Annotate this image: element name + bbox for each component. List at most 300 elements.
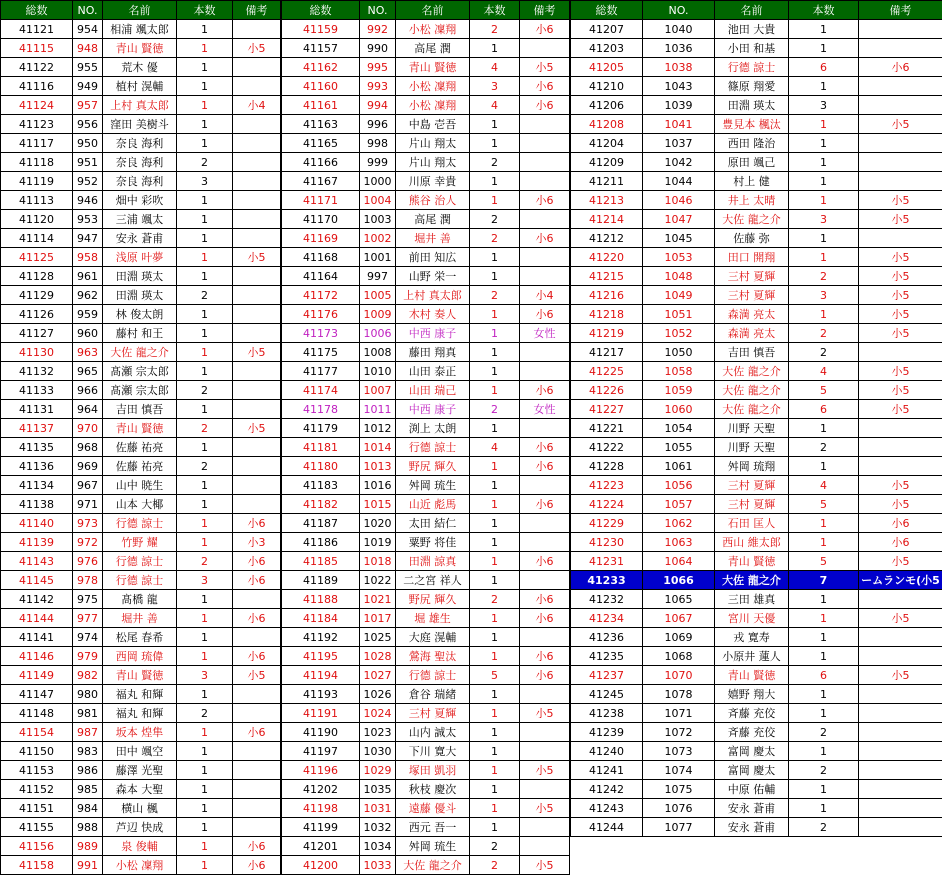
no-cell: 979	[73, 647, 103, 666]
no-cell: 973	[73, 514, 103, 533]
note-cell: 小5	[859, 115, 942, 134]
table-row	[1, 704, 281, 723]
count-cell: 1	[789, 533, 859, 552]
table-row	[282, 647, 570, 666]
table-row	[282, 96, 570, 115]
no-cell: 983	[73, 742, 103, 761]
table-row	[282, 229, 570, 248]
table-row	[282, 590, 570, 609]
note-cell	[233, 191, 281, 210]
table-row	[1, 381, 281, 400]
count-cell: 2	[177, 704, 233, 723]
name-cell: 大佐 龍之介	[715, 571, 789, 590]
name-cell: 西田 隆治	[715, 134, 789, 153]
no-cell: 1057	[643, 495, 715, 514]
total-cell: 41213	[571, 191, 643, 210]
no-cell: 966	[73, 381, 103, 400]
table-row	[282, 400, 570, 419]
no-cell: 1055	[643, 438, 715, 457]
note-cell	[233, 457, 281, 476]
name-cell: 村上 健	[715, 172, 789, 191]
name-cell: 窪田 美樹斗	[103, 115, 177, 134]
no-cell: 996	[360, 115, 396, 134]
count-cell: 1	[470, 134, 520, 153]
no-cell: 956	[73, 115, 103, 134]
table-row	[1, 58, 281, 77]
total-cell: 41187	[282, 514, 360, 533]
no-cell: 958	[73, 248, 103, 267]
count-cell: 2	[177, 457, 233, 476]
no-cell: 961	[73, 267, 103, 286]
note-cell: 小3	[233, 533, 281, 552]
no-cell: 957	[73, 96, 103, 115]
note-cell	[859, 20, 942, 39]
note-cell	[520, 267, 570, 286]
note-cell: 小6	[233, 647, 281, 666]
count-cell: 2	[789, 723, 859, 742]
total-cell: 41184	[282, 609, 360, 628]
table-row	[571, 818, 942, 837]
total-cell: 41229	[571, 514, 643, 533]
total-cell: 41203	[571, 39, 643, 58]
table-row	[1, 229, 281, 248]
total-cell: 41160	[282, 77, 360, 96]
name-cell: 石田 匡人	[715, 514, 789, 533]
total-cell: 41179	[282, 419, 360, 438]
no-cell: 1026	[360, 685, 396, 704]
total-cell: 41126	[1, 305, 73, 324]
note-cell: 小5	[233, 39, 281, 58]
total-cell: 41175	[282, 343, 360, 362]
table-row	[1, 96, 281, 115]
name-cell: 安永 蒼甫	[715, 818, 789, 837]
table-row	[571, 210, 942, 229]
total-cell: 41206	[571, 96, 643, 115]
total-cell: 41208	[571, 115, 643, 134]
total-cell: 41219	[571, 324, 643, 343]
total-cell: 41223	[571, 476, 643, 495]
total-cell: 41120	[1, 210, 73, 229]
count-cell: 1	[177, 438, 233, 457]
name-cell: 佐藤 弥	[715, 229, 789, 248]
count-cell: 1	[789, 305, 859, 324]
total-cell: 41243	[571, 799, 643, 818]
note-cell: 小6	[520, 666, 570, 685]
no-cell: 989	[73, 837, 103, 856]
name-cell: 山中 暁生	[103, 476, 177, 495]
total-cell: 41217	[571, 343, 643, 362]
name-cell: 豊見本 楓汰	[715, 115, 789, 134]
header-name: 名前	[396, 1, 470, 20]
note-cell: 小6	[520, 305, 570, 324]
no-cell: 1043	[643, 77, 715, 96]
total-cell: 41235	[571, 647, 643, 666]
no-cell: 980	[73, 685, 103, 704]
total-cell: 41194	[282, 666, 360, 685]
count-cell: 6	[789, 58, 859, 77]
table-row	[571, 191, 942, 210]
total-cell: 41220	[571, 248, 643, 267]
table-row	[1, 39, 281, 58]
total-cell: 41139	[1, 533, 73, 552]
note-cell	[859, 799, 942, 818]
header-note: 備考	[520, 1, 570, 20]
note-cell	[233, 590, 281, 609]
name-cell: 舛岡 琉翔	[715, 457, 789, 476]
no-cell: 948	[73, 39, 103, 58]
name-cell: 上村 真太郎	[396, 286, 470, 305]
name-cell: 松尾 春希	[103, 628, 177, 647]
no-cell: 1016	[360, 476, 396, 495]
count-cell: 1	[177, 533, 233, 552]
no-cell: 1020	[360, 514, 396, 533]
total-cell: 41178	[282, 400, 360, 419]
count-cell: 1	[470, 609, 520, 628]
note-cell	[859, 704, 942, 723]
count-cell: 3	[789, 210, 859, 229]
count-cell: 1	[470, 685, 520, 704]
table-row	[571, 324, 942, 343]
total-cell: 41193	[282, 685, 360, 704]
count-cell: 1	[177, 210, 233, 229]
name-cell: 佐藤 祐亮	[103, 457, 177, 476]
name-cell: 相浦 颯太郎	[103, 20, 177, 39]
no-cell: 1058	[643, 362, 715, 381]
no-cell: 1052	[643, 324, 715, 343]
table-row	[282, 761, 570, 780]
note-cell: 小6	[233, 837, 281, 856]
note-cell: 小6	[859, 514, 942, 533]
note-cell	[520, 134, 570, 153]
header-count: 本数	[789, 1, 859, 20]
name-cell: 吉田 慎吾	[103, 400, 177, 419]
count-cell: 1	[470, 343, 520, 362]
note-cell: 小5	[859, 362, 942, 381]
table-row	[571, 77, 942, 96]
name-cell: 田淵 瑛太	[103, 286, 177, 305]
name-cell: 奈良 海利	[103, 134, 177, 153]
total-cell: 41201	[282, 837, 360, 856]
count-cell: 3	[470, 77, 520, 96]
no-cell: 1033	[360, 856, 396, 875]
total-cell: 41218	[571, 305, 643, 324]
count-cell: 2	[177, 552, 233, 571]
no-cell: 987	[73, 723, 103, 742]
name-cell: 大佐 龍之介	[715, 400, 789, 419]
no-cell: 954	[73, 20, 103, 39]
table-row	[1, 172, 281, 191]
no-cell: 1018	[360, 552, 396, 571]
count-cell: 1	[470, 552, 520, 571]
total-cell: 41119	[1, 172, 73, 191]
table-row	[1, 305, 281, 324]
table-row	[1, 267, 281, 286]
no-cell: 1014	[360, 438, 396, 457]
no-cell: 1044	[643, 172, 715, 191]
name-cell: 行德 諒士	[103, 552, 177, 571]
note-cell: 小5	[520, 856, 570, 875]
total-cell: 41171	[282, 191, 360, 210]
name-cell: 嬉野 翔大	[715, 685, 789, 704]
count-cell: 1	[470, 305, 520, 324]
name-cell: 西岡 琉偉	[103, 647, 177, 666]
total-cell: 41121	[1, 20, 73, 39]
count-cell: 1	[177, 77, 233, 96]
note-cell: 小5	[859, 609, 942, 628]
count-cell: 1	[470, 742, 520, 761]
name-cell: 大佐 龍之介	[715, 210, 789, 229]
table-row	[1, 191, 281, 210]
name-cell: 髙瀬 宗太郎	[103, 381, 177, 400]
count-cell: 1	[177, 647, 233, 666]
table-row	[282, 134, 570, 153]
note-cell	[859, 438, 942, 457]
name-cell: 鶯海 聖汰	[396, 647, 470, 666]
note-cell: 小5	[233, 248, 281, 267]
table-row	[282, 666, 570, 685]
note-cell: 小5	[233, 419, 281, 438]
table-row	[571, 495, 942, 514]
no-cell: 1042	[643, 153, 715, 172]
no-cell: 985	[73, 780, 103, 799]
table-row	[282, 210, 570, 229]
no-cell: 984	[73, 799, 103, 818]
table-row	[1, 77, 281, 96]
no-cell: 1027	[360, 666, 396, 685]
no-cell: 990	[360, 39, 396, 58]
name-cell: 塚田 凱羽	[396, 761, 470, 780]
no-cell: 998	[360, 134, 396, 153]
note-cell: 小5	[233, 343, 281, 362]
note-cell	[233, 818, 281, 837]
table-row	[571, 115, 942, 134]
count-cell: 1	[470, 495, 520, 514]
count-cell: 2	[789, 761, 859, 780]
no-cell: 1019	[360, 533, 396, 552]
count-cell: 1	[177, 191, 233, 210]
name-cell: 小松 凜翔	[396, 77, 470, 96]
total-cell: 41214	[571, 210, 643, 229]
note-cell	[859, 742, 942, 761]
name-cell: 三村 夏輝	[715, 495, 789, 514]
table-row	[1, 115, 281, 134]
name-cell: 行德 諒士	[103, 571, 177, 590]
no-cell: 959	[73, 305, 103, 324]
name-cell: 山田 泰正	[396, 362, 470, 381]
count-cell: 4	[470, 96, 520, 115]
note-cell	[520, 210, 570, 229]
note-cell: 小6	[520, 96, 570, 115]
table-row	[1, 457, 281, 476]
name-cell: 三浦 颯太	[103, 210, 177, 229]
total-cell: 41244	[571, 818, 643, 837]
total-cell: 41176	[282, 305, 360, 324]
count-cell: 1	[470, 723, 520, 742]
note-cell	[859, 685, 942, 704]
table-row	[282, 780, 570, 799]
table-row	[571, 552, 942, 571]
total-cell: 41149	[1, 666, 73, 685]
name-cell: 小原井 蓮人	[715, 647, 789, 666]
no-cell: 967	[73, 476, 103, 495]
name-cell: 髙橋 龍	[103, 590, 177, 609]
note-cell	[859, 419, 942, 438]
no-cell: 960	[73, 324, 103, 343]
total-cell: 41151	[1, 799, 73, 818]
table-row	[571, 400, 942, 419]
note-cell	[859, 628, 942, 647]
table-row	[1, 590, 281, 609]
no-cell: 1038	[643, 58, 715, 77]
note-cell: 小5	[859, 666, 942, 685]
no-cell: 992	[360, 20, 396, 39]
note-cell: 小4	[233, 96, 281, 115]
note-cell: 女性	[520, 324, 570, 343]
name-cell: 竹野 耀	[103, 533, 177, 552]
count-cell: 1	[177, 685, 233, 704]
name-cell: 山近 彪馬	[396, 495, 470, 514]
total-cell: 41199	[282, 818, 360, 837]
name-cell: 田淵 瑛太	[103, 267, 177, 286]
note-cell: 小4	[520, 286, 570, 305]
count-cell: 5	[789, 495, 859, 514]
total-cell: 41124	[1, 96, 73, 115]
count-cell: 1	[177, 761, 233, 780]
count-cell: 1	[470, 818, 520, 837]
table-row	[1, 837, 281, 856]
count-cell: 1	[470, 267, 520, 286]
table-row	[282, 267, 570, 286]
no-cell: 1051	[643, 305, 715, 324]
header-total: 総数	[571, 1, 643, 20]
total-cell: 41210	[571, 77, 643, 96]
total-cell: 41183	[282, 476, 360, 495]
total-cell: 41225	[571, 362, 643, 381]
note-cell	[520, 571, 570, 590]
total-cell: 41211	[571, 172, 643, 191]
no-cell: 968	[73, 438, 103, 457]
name-cell: 奈良 海利	[103, 172, 177, 191]
note-cell	[233, 115, 281, 134]
count-cell: 1	[177, 856, 233, 875]
no-cell: 969	[73, 457, 103, 476]
table-row	[1, 153, 281, 172]
name-cell: 坂本 煌隼	[103, 723, 177, 742]
name-cell: 遠藤 優斗	[396, 799, 470, 818]
note-cell	[859, 761, 942, 780]
no-cell: 988	[73, 818, 103, 837]
total-cell: 41227	[571, 400, 643, 419]
table-row	[1, 248, 281, 267]
no-cell: 1041	[643, 115, 715, 134]
header-no: NO.	[73, 1, 103, 20]
name-cell: 野尻 輝久	[396, 457, 470, 476]
no-cell: 1012	[360, 419, 396, 438]
table-row	[571, 761, 942, 780]
table-row	[571, 476, 942, 495]
name-cell: 青山 賢徳	[103, 666, 177, 685]
table-row	[1, 362, 281, 381]
total-cell: 41163	[282, 115, 360, 134]
table-row	[282, 115, 570, 134]
table-row	[282, 438, 570, 457]
name-cell: 三村 夏輝	[715, 476, 789, 495]
table-row	[571, 381, 942, 400]
note-cell	[233, 761, 281, 780]
note-cell: 小6	[520, 457, 570, 476]
note-cell	[233, 400, 281, 419]
no-cell: 964	[73, 400, 103, 419]
count-cell: 1	[470, 362, 520, 381]
count-cell: 1	[177, 818, 233, 837]
total-cell: 41141	[1, 628, 73, 647]
no-cell: 953	[73, 210, 103, 229]
count-cell: 4	[789, 362, 859, 381]
note-cell	[520, 533, 570, 552]
count-cell: 1	[789, 115, 859, 134]
count-cell: 1	[470, 248, 520, 267]
no-cell: 1031	[360, 799, 396, 818]
count-cell: 1	[177, 39, 233, 58]
table-row	[282, 191, 570, 210]
name-cell: 畑中 彩吹	[103, 191, 177, 210]
table-row	[282, 457, 570, 476]
note-cell: 小6	[520, 647, 570, 666]
total-cell: 41125	[1, 248, 73, 267]
total-cell: 41157	[282, 39, 360, 58]
note-cell: ームランモ(小5	[859, 571, 942, 590]
name-cell: 原田 颯己	[715, 153, 789, 172]
total-cell: 41238	[571, 704, 643, 723]
table-row	[282, 381, 570, 400]
count-cell: 3	[789, 96, 859, 115]
table-row	[571, 134, 942, 153]
total-cell: 41166	[282, 153, 360, 172]
name-cell: 大佐 龍之介	[715, 362, 789, 381]
no-cell: 974	[73, 628, 103, 647]
total-cell: 41170	[282, 210, 360, 229]
name-cell: 大庭 滉輔	[396, 628, 470, 647]
name-cell: 富岡 慶太	[715, 761, 789, 780]
name-cell: 中原 佑輔	[715, 780, 789, 799]
count-cell: 5	[789, 552, 859, 571]
table-row	[282, 77, 570, 96]
count-cell: 1	[470, 381, 520, 400]
name-cell: 森満 亮太	[715, 305, 789, 324]
total-cell: 41237	[571, 666, 643, 685]
name-cell: 木村 奏人	[396, 305, 470, 324]
name-cell: 田淵 瑛太	[715, 96, 789, 115]
total-cell: 41207	[571, 20, 643, 39]
table-row	[282, 856, 570, 875]
note-cell: 小5	[859, 267, 942, 286]
total-cell: 41150	[1, 742, 73, 761]
table-row	[282, 704, 570, 723]
total-cell: 41242	[571, 780, 643, 799]
note-cell	[233, 438, 281, 457]
count-cell: 1	[177, 495, 233, 514]
table-row	[1, 723, 281, 742]
total-cell: 41162	[282, 58, 360, 77]
table-row	[282, 723, 570, 742]
note-cell	[520, 514, 570, 533]
count-cell: 1	[789, 134, 859, 153]
total-cell: 41204	[571, 134, 643, 153]
total-cell: 41117	[1, 134, 73, 153]
note-cell: 小6	[233, 723, 281, 742]
note-cell	[520, 39, 570, 58]
count-cell: 1	[177, 723, 233, 742]
